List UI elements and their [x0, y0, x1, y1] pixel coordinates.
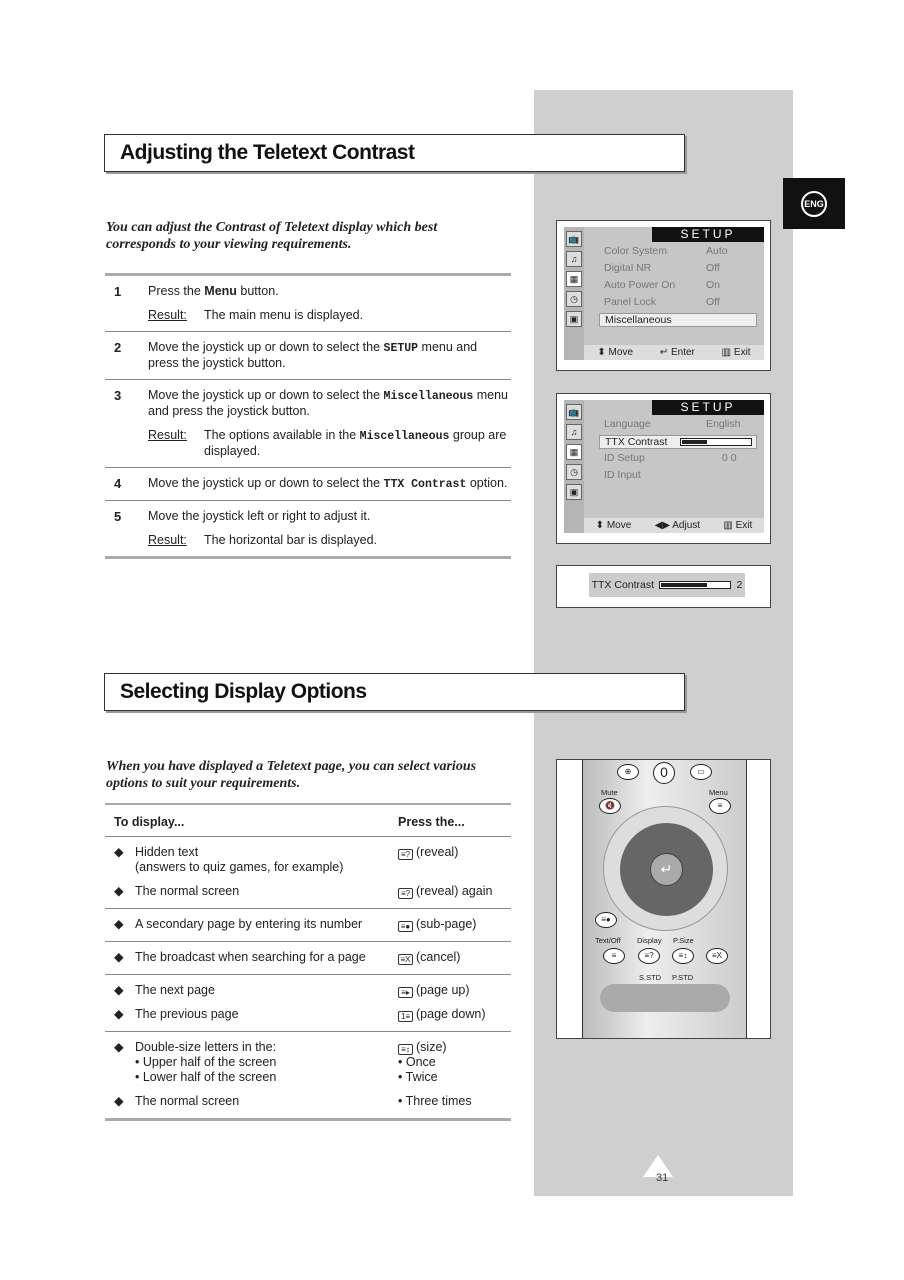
- step-row: [105, 467, 511, 500]
- press-line: [398, 845, 511, 860]
- table-row: [105, 1007, 511, 1031]
- step-number: 5: [114, 509, 122, 524]
- display-text: [135, 845, 343, 875]
- press-text: (size): [416, 1040, 447, 1054]
- bullet-text: Once: [405, 1055, 436, 1069]
- press-cell: [398, 983, 511, 998]
- table-group: [105, 942, 511, 975]
- menu-item-value: 0 0: [722, 452, 737, 464]
- result-text: The main menu is displayed.: [204, 308, 364, 322]
- table-row: [105, 884, 511, 908]
- step-number: 2: [114, 340, 122, 355]
- table-row: [105, 917, 511, 941]
- press-cell: [398, 845, 511, 875]
- step-row: [105, 500, 511, 556]
- step-row: [105, 276, 511, 331]
- setup-screen-2: [556, 393, 771, 544]
- step-instruction: [148, 476, 511, 492]
- table-row: [105, 983, 511, 1007]
- step-text: Move the joystick up or down to select the: [148, 388, 384, 402]
- step-row: [105, 331, 511, 379]
- result-keyword: Miscellaneous: [359, 430, 450, 443]
- step-text: Move the joystick up or down to select the: [148, 476, 384, 490]
- menu-item: [604, 262, 754, 274]
- footer-hint: ◀▶ Adjust: [654, 520, 701, 531]
- menu-icon-3: ◷: [566, 291, 582, 307]
- section-intro: You can adjust the Contrast of Teletext display which best corresponds to your viewing requirements.: [106, 220, 438, 252]
- pstd-label: P.STD: [672, 973, 694, 982]
- display-text: The normal screen: [135, 884, 240, 898]
- remote-control-illustration: [556, 759, 771, 1039]
- step-text: Move the joystick up or down to select the: [148, 340, 384, 354]
- diamond-bullet: ◆: [114, 1007, 124, 1021]
- table-row: [105, 1040, 511, 1094]
- result-text: The options available in the: [204, 428, 360, 442]
- sstd-label: S.STD: [639, 973, 662, 982]
- menu-title: SETUP: [652, 227, 764, 242]
- step-result: [148, 428, 511, 459]
- section-title: Adjusting the Teletext Contrast: [104, 134, 685, 172]
- level-bar: [680, 438, 752, 446]
- step-text: option.: [466, 476, 508, 490]
- teletext-key-icon: ≡↕: [398, 1044, 413, 1055]
- page-number: 31: [656, 1172, 669, 1184]
- teletext-key-icon: ≡?: [398, 849, 413, 860]
- table-group: [105, 909, 511, 942]
- size-button: ≡↕: [672, 948, 694, 964]
- step-keyword: Menu: [204, 284, 237, 298]
- menu-item-label: ID Setup: [604, 452, 645, 464]
- press-text: (page down): [416, 1007, 486, 1021]
- press-line: [398, 983, 511, 998]
- menu-item: [604, 418, 754, 430]
- mute-label: Mute: [601, 788, 618, 797]
- section-intro: When you have displayed a Teletext page, you can select various options to suit your requirements.: [106, 759, 477, 791]
- display-cell: [105, 845, 398, 875]
- result-text: The horizontal bar is displayed.: [204, 533, 378, 547]
- bullet: •: [135, 1070, 143, 1084]
- bullet: •: [135, 1055, 143, 1069]
- teletext-key-icon: ≡?: [398, 888, 413, 899]
- result-label: Result:: [148, 533, 187, 547]
- enter-icon: ↵: [650, 853, 683, 886]
- display-text: The broadcast when searching for a page: [135, 950, 366, 964]
- table-group: [105, 1032, 511, 1118]
- cancel-button: ≡X: [706, 948, 728, 964]
- display-text: Hidden text: [135, 845, 199, 859]
- teletext-key-icon: ≡X: [398, 954, 413, 965]
- menu-icon-4: ▣: [566, 311, 582, 327]
- step-text: menu and press the joystick button.: [148, 340, 478, 370]
- display-text: [135, 1040, 276, 1085]
- menu-item: [604, 469, 754, 481]
- bullet: •: [398, 1055, 406, 1069]
- press-cell: [398, 1007, 511, 1022]
- menu-item: [604, 452, 754, 464]
- display-text: [135, 917, 362, 932]
- footer-hint: ⬍ Move: [597, 347, 634, 358]
- display-label: Display: [637, 936, 662, 945]
- text-button: ≡: [603, 948, 625, 964]
- footer-hint: ▥ Exit: [723, 520, 753, 531]
- menu-icon-0: 📺: [566, 404, 582, 420]
- display-text: The next page: [135, 983, 215, 997]
- table-row: [105, 1094, 511, 1118]
- section-title: Selecting Display Options: [104, 673, 685, 711]
- diamond-bullet: ◆: [114, 845, 124, 859]
- menu-item-selected: [599, 435, 757, 449]
- press-line: [398, 917, 511, 932]
- joystick-pad: [603, 806, 728, 931]
- menu-item-value: English: [706, 418, 741, 430]
- selected-label: Miscellaneous: [605, 314, 672, 326]
- bullet-text: Upper half of the screen: [142, 1055, 277, 1069]
- display-text: Double-size letters in the:: [135, 1040, 277, 1054]
- language-tab-label: ENG: [801, 191, 827, 217]
- press-text: (sub-page): [416, 917, 477, 931]
- bullet-text: Twice: [405, 1070, 438, 1084]
- teletext-key-icon: ≡●: [398, 921, 413, 932]
- menu-item-value: Off: [706, 296, 720, 308]
- diamond-bullet: ◆: [114, 983, 124, 997]
- display-text: [135, 950, 366, 965]
- result-text: [204, 308, 511, 323]
- press-line: [398, 1007, 511, 1022]
- result-text: [204, 428, 511, 459]
- display-bullet: [135, 1070, 276, 1085]
- step-row: [105, 379, 511, 467]
- mute-icon: 🔇: [599, 798, 621, 814]
- step-keyword: TTX Contrast: [383, 478, 467, 491]
- menu-item-label: ID Input: [604, 469, 641, 481]
- step-text: Move the joystick left or right to adjust it.: [148, 509, 371, 523]
- step-number: 4: [114, 476, 122, 491]
- column-header: To display...: [114, 815, 185, 829]
- display-cell: [105, 1040, 398, 1085]
- step-body: [148, 476, 511, 492]
- display-cell: [105, 1094, 398, 1109]
- menu-item-label: Language: [604, 418, 651, 430]
- press-bullet: [398, 1055, 511, 1070]
- options-table: [105, 803, 511, 1121]
- press-text: (cancel): [416, 950, 461, 964]
- contrast-bar: [659, 581, 731, 589]
- menu-item-label: Color System: [604, 245, 668, 257]
- step-body: [148, 388, 511, 459]
- press-cell: [398, 917, 511, 932]
- step-instruction: [148, 509, 511, 524]
- result-label: Result:: [148, 428, 187, 442]
- step-result: [148, 533, 511, 548]
- menu-item: [604, 296, 754, 308]
- menu-footer: [584, 345, 764, 360]
- menu-icon-3: ◷: [566, 464, 582, 480]
- tv-button: ▭: [690, 764, 712, 780]
- step-keyword: SETUP: [383, 342, 419, 355]
- table-group: [105, 975, 511, 1032]
- step-text: menu and press the joystick button.: [148, 388, 509, 418]
- footer-hint: ⬍ Move: [595, 520, 632, 531]
- table-row: [105, 950, 511, 974]
- result-text: [204, 533, 511, 548]
- menu-item-label: Auto Power On: [604, 279, 676, 291]
- setup-screen-1: [556, 220, 771, 371]
- press-cell: [398, 1094, 511, 1109]
- menu-icon-2: ▦: [566, 271, 582, 287]
- bullet-text: Lower half of the screen: [142, 1070, 277, 1084]
- display-subtext: (answers to quiz games, for example): [135, 860, 344, 874]
- step-number: 1: [114, 284, 122, 299]
- menu-icon-2: ▦: [566, 444, 582, 460]
- press-bullet: [398, 1094, 511, 1109]
- psize-label: P.Size: [673, 936, 694, 945]
- step-body: [148, 340, 511, 371]
- step-keyword: Miscellaneous: [383, 390, 474, 403]
- diamond-bullet: ◆: [114, 1040, 124, 1054]
- display-text: The normal screen: [135, 1094, 240, 1108]
- press-cell: [398, 950, 511, 965]
- menu-icon-1: ♫: [566, 424, 582, 440]
- step-text: button.: [236, 284, 279, 298]
- language-tab: [783, 178, 845, 229]
- table-row: [105, 845, 511, 884]
- press-line: [398, 950, 511, 965]
- menu-sidebar: [564, 227, 584, 360]
- display-bullet: [135, 1055, 276, 1070]
- footer-hint: ↵ Enter: [659, 347, 695, 358]
- teletext-key-icon: ≡▸: [398, 987, 413, 998]
- step-body: [148, 284, 511, 323]
- text-off-label: Text/Off: [595, 936, 621, 945]
- step-instruction: [148, 388, 511, 419]
- menu-item: [604, 279, 754, 291]
- display-text: [135, 1094, 239, 1109]
- diamond-bullet: ◆: [114, 917, 124, 931]
- menu-button: ≡: [709, 798, 731, 814]
- press-text: (reveal): [416, 845, 459, 859]
- step-instruction: [148, 340, 511, 371]
- bullet: •: [398, 1094, 406, 1108]
- display-cell: [105, 884, 398, 899]
- bullet: •: [398, 1070, 406, 1084]
- ttx-contrast-screen: [556, 565, 771, 608]
- display-text: [135, 1007, 239, 1022]
- diamond-bullet: ◆: [114, 884, 124, 898]
- bullet-text: Three times: [405, 1094, 472, 1108]
- menu-label: Menu: [709, 788, 728, 797]
- menu-item-value: Auto: [706, 245, 728, 257]
- table-group: [105, 837, 511, 909]
- menu-item-label: Digital NR: [604, 262, 652, 274]
- menu-item: [604, 245, 754, 257]
- input-button: ⊕: [617, 764, 639, 780]
- selected-label: TTX Contrast: [605, 436, 668, 448]
- result-label: Result:: [148, 308, 187, 322]
- step-text: Press the: [148, 284, 205, 298]
- display-text: [135, 884, 239, 899]
- menu-item-selected: [599, 313, 757, 327]
- press-text: (reveal) again: [416, 884, 493, 898]
- menu-item-value: Off: [706, 262, 720, 274]
- footer-hint: ▥ Exit: [721, 347, 751, 358]
- menu-sidebar: [564, 400, 584, 533]
- teletext-key-icon: 1≡: [398, 1011, 413, 1022]
- steps-list: [105, 273, 511, 559]
- press-text: (page up): [416, 983, 470, 997]
- diamond-bullet: ◆: [114, 1094, 124, 1108]
- display-text: A secondary page by entering its number: [135, 917, 363, 931]
- menu-item-value: On: [706, 279, 721, 291]
- menu-icon-4: ▣: [566, 484, 582, 500]
- press-cell: [398, 1040, 511, 1085]
- subpage-button: ≡●: [595, 912, 617, 928]
- result-text: group are displayed.: [204, 428, 507, 458]
- column-header: Press the...: [398, 815, 465, 829]
- display-cell: [105, 917, 398, 932]
- menu-icon-0: 📺: [566, 231, 582, 247]
- step-result: [148, 308, 511, 323]
- press-cell: [398, 884, 511, 899]
- display-text: The previous page: [135, 1007, 239, 1021]
- step-instruction: [148, 284, 511, 299]
- press-line: [398, 1040, 511, 1055]
- step-body: [148, 509, 511, 548]
- step-number: 3: [114, 388, 122, 403]
- menu-icon-1: ♫: [566, 251, 582, 267]
- display-text: [135, 983, 215, 998]
- press-bullet: [398, 1070, 511, 1085]
- reveal-button: ≡?: [638, 948, 660, 964]
- menu-title: SETUP: [652, 400, 764, 415]
- contrast-value: 2: [736, 579, 743, 591]
- press-line: [398, 884, 511, 899]
- display-cell: [105, 950, 398, 965]
- menu-footer: [584, 518, 764, 533]
- menu-item-label: Panel Lock: [604, 296, 656, 308]
- zero-button: 0: [653, 762, 675, 784]
- contrast-label: TTX Contrast: [591, 579, 655, 591]
- diamond-bullet: ◆: [114, 950, 124, 964]
- display-cell: [105, 1007, 398, 1022]
- display-cell: [105, 983, 398, 998]
